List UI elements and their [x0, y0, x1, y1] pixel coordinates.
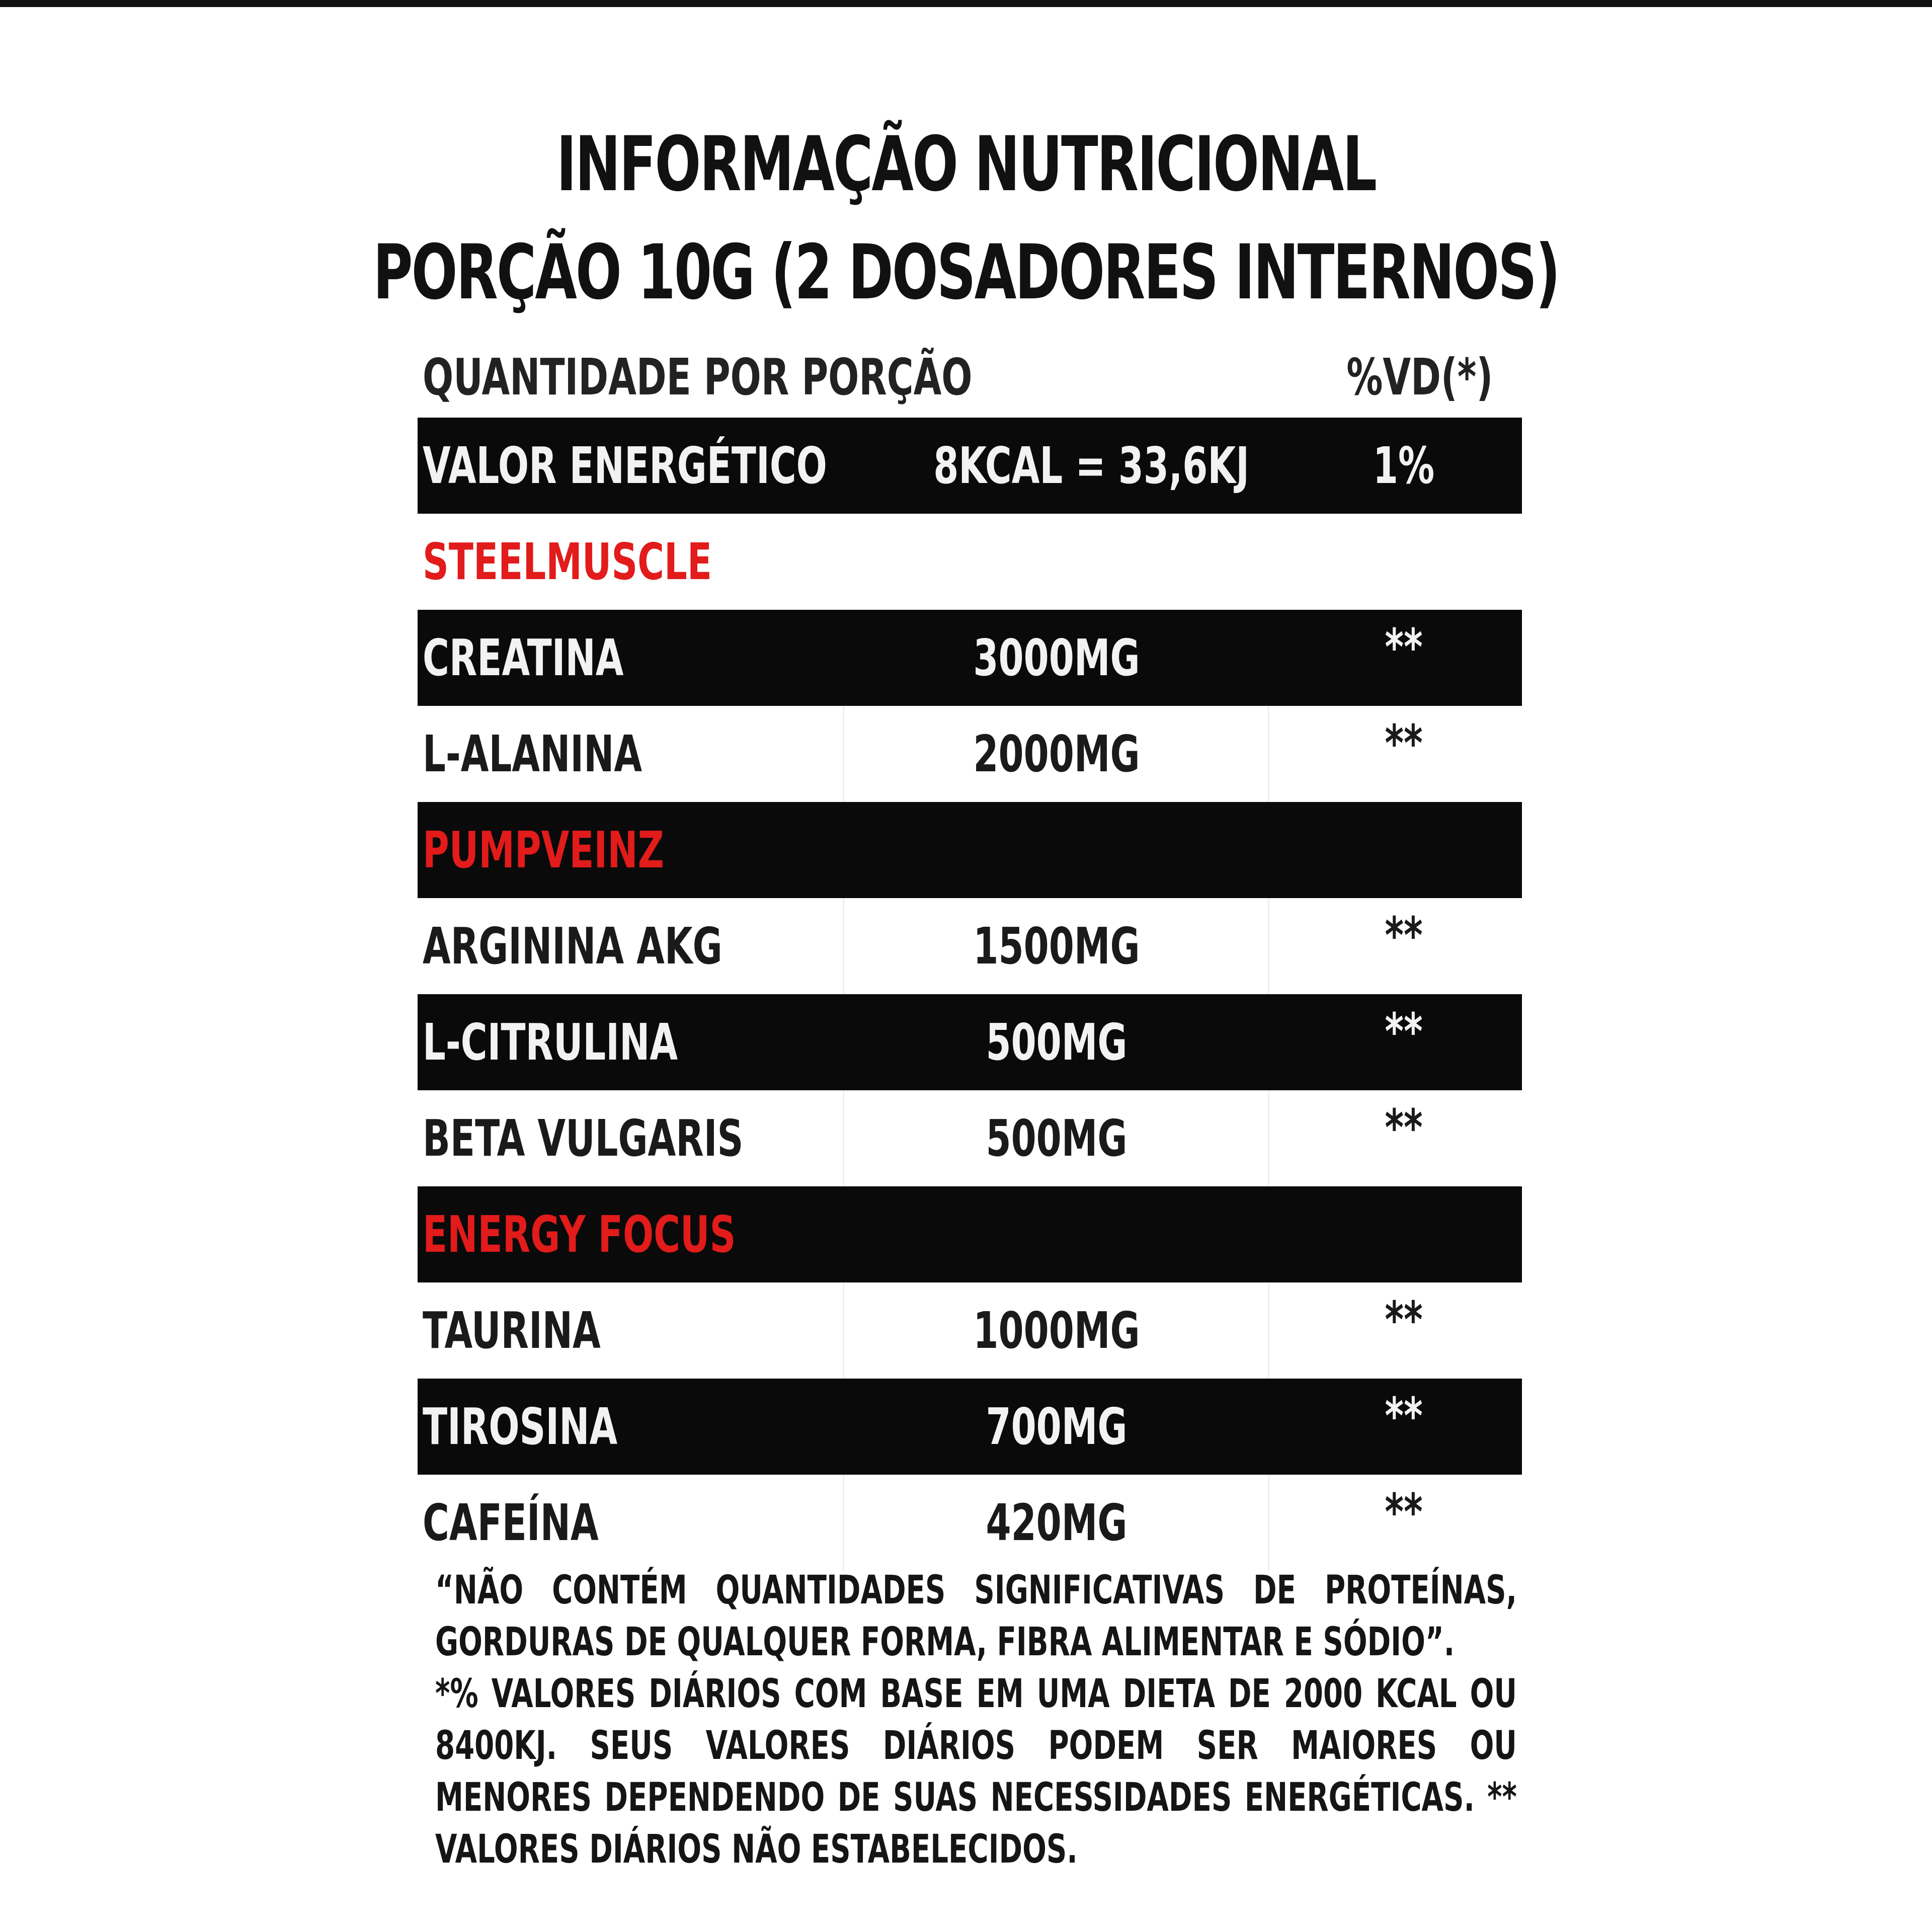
section-header-energy-focus: [418, 1186, 1522, 1282]
row-amount: 2000MG: [973, 725, 1140, 783]
row-vd: 1%: [1373, 436, 1435, 495]
table-row: [418, 1379, 1522, 1475]
row-vd: **: [1385, 1002, 1423, 1061]
row-amount: 500MG: [986, 1109, 1128, 1168]
column-divider: [1268, 1282, 1269, 1379]
footnote-not-significant: “NÃO CONTÉM QUANTIDADES SIGNIFICATIVAS DE PROTEÍNAS, GORDURAS DE QUALQUER FORMA, FIBRA ALIMENTAR E SÓDIO”.: [435, 1568, 1517, 1665]
row-name: CAFEÍNA: [423, 1493, 599, 1552]
column-divider: [1268, 1090, 1269, 1186]
column-divider: [1268, 706, 1269, 802]
row-vd: **: [1385, 1098, 1423, 1157]
column-divider: [843, 706, 844, 802]
row-vd: **: [1385, 714, 1423, 773]
column-divider: [843, 1282, 844, 1379]
column-divider: [843, 898, 844, 994]
row-name: L-CITRULINA: [423, 1013, 678, 1072]
top-border: [0, 0, 1932, 7]
title-line-1: INFORMAÇÃO NUTRICIONAL: [556, 121, 1376, 208]
row-vd: **: [1385, 1387, 1423, 1445]
row-amount: 500MG: [986, 1013, 1128, 1072]
row-name: VALOR ENERGÉTICO: [423, 436, 827, 495]
row-amount: 8KCAL = 33,6KJ: [933, 436, 1249, 495]
header-vd: %VD(*): [1346, 348, 1493, 407]
nutrition-table: [418, 332, 1522, 1571]
row-name: CREATINA: [423, 628, 624, 687]
table-row: [418, 1090, 1522, 1186]
header-quantity: QUANTIDADE POR PORÇÃO: [423, 348, 973, 407]
section-name: PUMPVEINZ: [423, 821, 664, 879]
table-row-energy: [418, 418, 1522, 514]
row-vd: **: [1385, 906, 1423, 965]
row-amount: 1000MG: [973, 1301, 1140, 1360]
row-name: TAURINA: [423, 1301, 601, 1360]
row-amount: 420MG: [986, 1493, 1128, 1552]
row-vd: **: [1385, 1291, 1423, 1349]
table-row: [418, 610, 1522, 706]
section-header-pumpveinz: [418, 802, 1522, 898]
section-name: STEELMUSCLE: [423, 532, 712, 591]
table-row: [418, 1475, 1522, 1571]
row-amount: 700MG: [986, 1397, 1128, 1456]
nutrition-title: [0, 111, 1932, 327]
row-vd: **: [1385, 1483, 1423, 1542]
row-name: L-ALANINA: [423, 725, 642, 783]
row-name: TIROSINA: [423, 1397, 618, 1456]
table-row: [418, 898, 1522, 994]
column-divider: [1268, 1475, 1269, 1571]
column-divider: [843, 1475, 844, 1571]
footnotes: [435, 1565, 1517, 1876]
row-name: ARGININA AKG: [423, 917, 722, 976]
table-row: [418, 994, 1522, 1090]
row-amount: 1500MG: [973, 917, 1140, 976]
section-header-steelmuscle: [418, 514, 1522, 610]
footnote-daily-values: *% VALORES DIÁRIOS COM BASE EM UMA DIETA DE 2000 KCAL OU 8400KJ. SEUS VALORES DIÁRIOS PODEM SER MAIORES OU MENORES DEPENDENDO DE SUAS NECESSIDADES ENERGÉTICAS. ** VALORES DIÁRIOS NÃO ESTABELECIDOS.: [435, 1671, 1517, 1872]
column-divider: [1268, 898, 1269, 994]
title-line-2: PORÇÃO 10G (2 DOSADORES INTERNOS): [373, 229, 1559, 316]
table-row: [418, 1282, 1522, 1379]
row-name: BETA VULGARIS: [423, 1109, 744, 1168]
section-name: ENERGY FOCUS: [423, 1205, 736, 1264]
table-row: [418, 706, 1522, 802]
table-header: [418, 332, 1522, 418]
row-vd: **: [1385, 618, 1423, 677]
row-amount: 3000MG: [973, 628, 1140, 687]
column-divider: [843, 1090, 844, 1186]
